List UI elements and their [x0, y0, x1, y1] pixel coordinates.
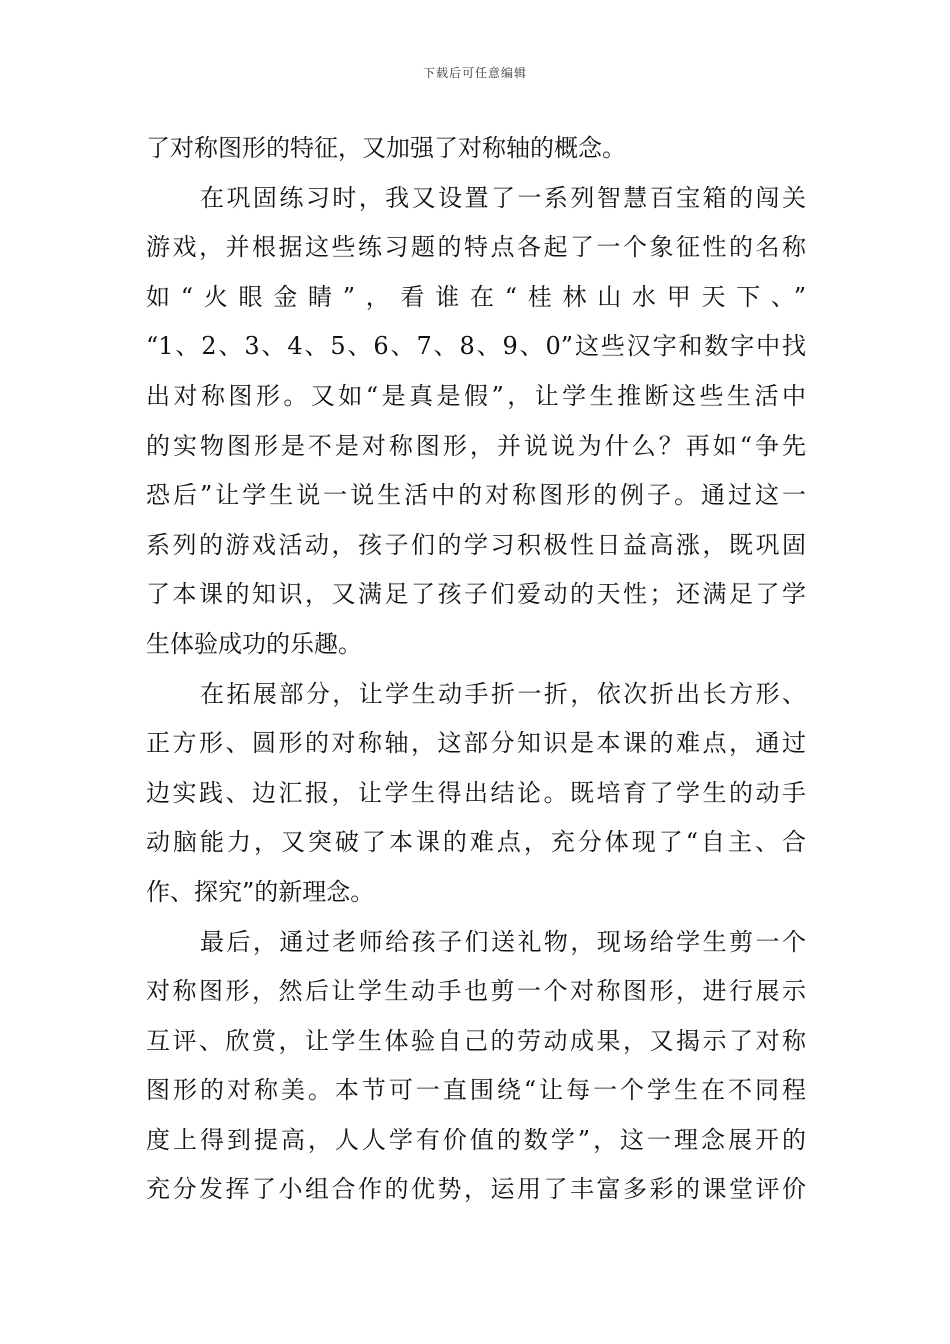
text-line-12: 在拓展部分，让学生动手折一折，依次折出长方形、: [200, 679, 806, 708]
text-line-1: 了对称图形的特征，又加强了对称轴的概念。: [146, 134, 626, 162]
text-line-5: “1、2、3、4、5、6、7、8、9、0”这些汉字和数字中找: [146, 332, 806, 361]
text-line-7: 的实物图形是不是对称图形，并说说为什么？再如“争先: [146, 431, 806, 460]
text-line-4: 如“火眼金睛”，看谁在“桂林山水甲天下、”: [146, 282, 806, 311]
text-line-8: 恐后”让学生说一说生活中的对称图形的例子。通过这一: [146, 481, 806, 510]
document-body: [146, 124, 806, 1215]
text-line-22: 充分发挥了小组合作的优势，运用了丰富多彩的课堂评价: [146, 1175, 806, 1204]
text-line-16: 作、探究”的新理念。: [146, 877, 375, 906]
text-line-2: 在巩固练习时，我又设置了一系列智慧百宝箱的闯关: [200, 183, 806, 212]
text-line-20: 图形的对称美。本节可一直围绕“让每一个学生在不同程: [146, 1076, 806, 1105]
text-line-6: 出对称图形。又如“是真是假”，让学生推断这些生活中: [146, 381, 806, 410]
page-header: 下载后可任意编辑: [422, 66, 527, 80]
text-line-11: 生体验成功的乐趣。: [146, 629, 362, 658]
text-line-18: 对称图形，然后让学生动手也剪一个对称图形，进行展示: [146, 977, 806, 1006]
text-line-15: 动脑能力，又突破了本课的难点，充分体现了“自主、合: [146, 828, 806, 857]
text-line-3: 游戏，并根据这些练习题的特点各起了一个象征性的名称: [146, 233, 806, 262]
text-line-21: 度上得到提高，人人学有价值的数学”，这一理念展开的: [146, 1125, 806, 1154]
text-line-17: 最后，通过老师给孩子们送礼物，现场给学生剪一个: [200, 927, 806, 956]
text-line-9: 系列的游戏活动，孩子们的学习积极性日益高涨，既巩固: [146, 530, 806, 559]
text-line-14: 边实践、边汇报，让学生得出结论。既培育了学生的动手: [146, 778, 806, 807]
text-line-13: 正方形、圆形的对称轴，这部分知识是本课的难点，通过: [146, 729, 806, 758]
text-line-19: 互评、欣赏，让学生体验自己的劳动成果，又揭示了对称: [146, 1026, 806, 1055]
text-line-10: 了本课的知识，又满足了孩子们爱动的天性；还满足了学: [146, 580, 806, 609]
